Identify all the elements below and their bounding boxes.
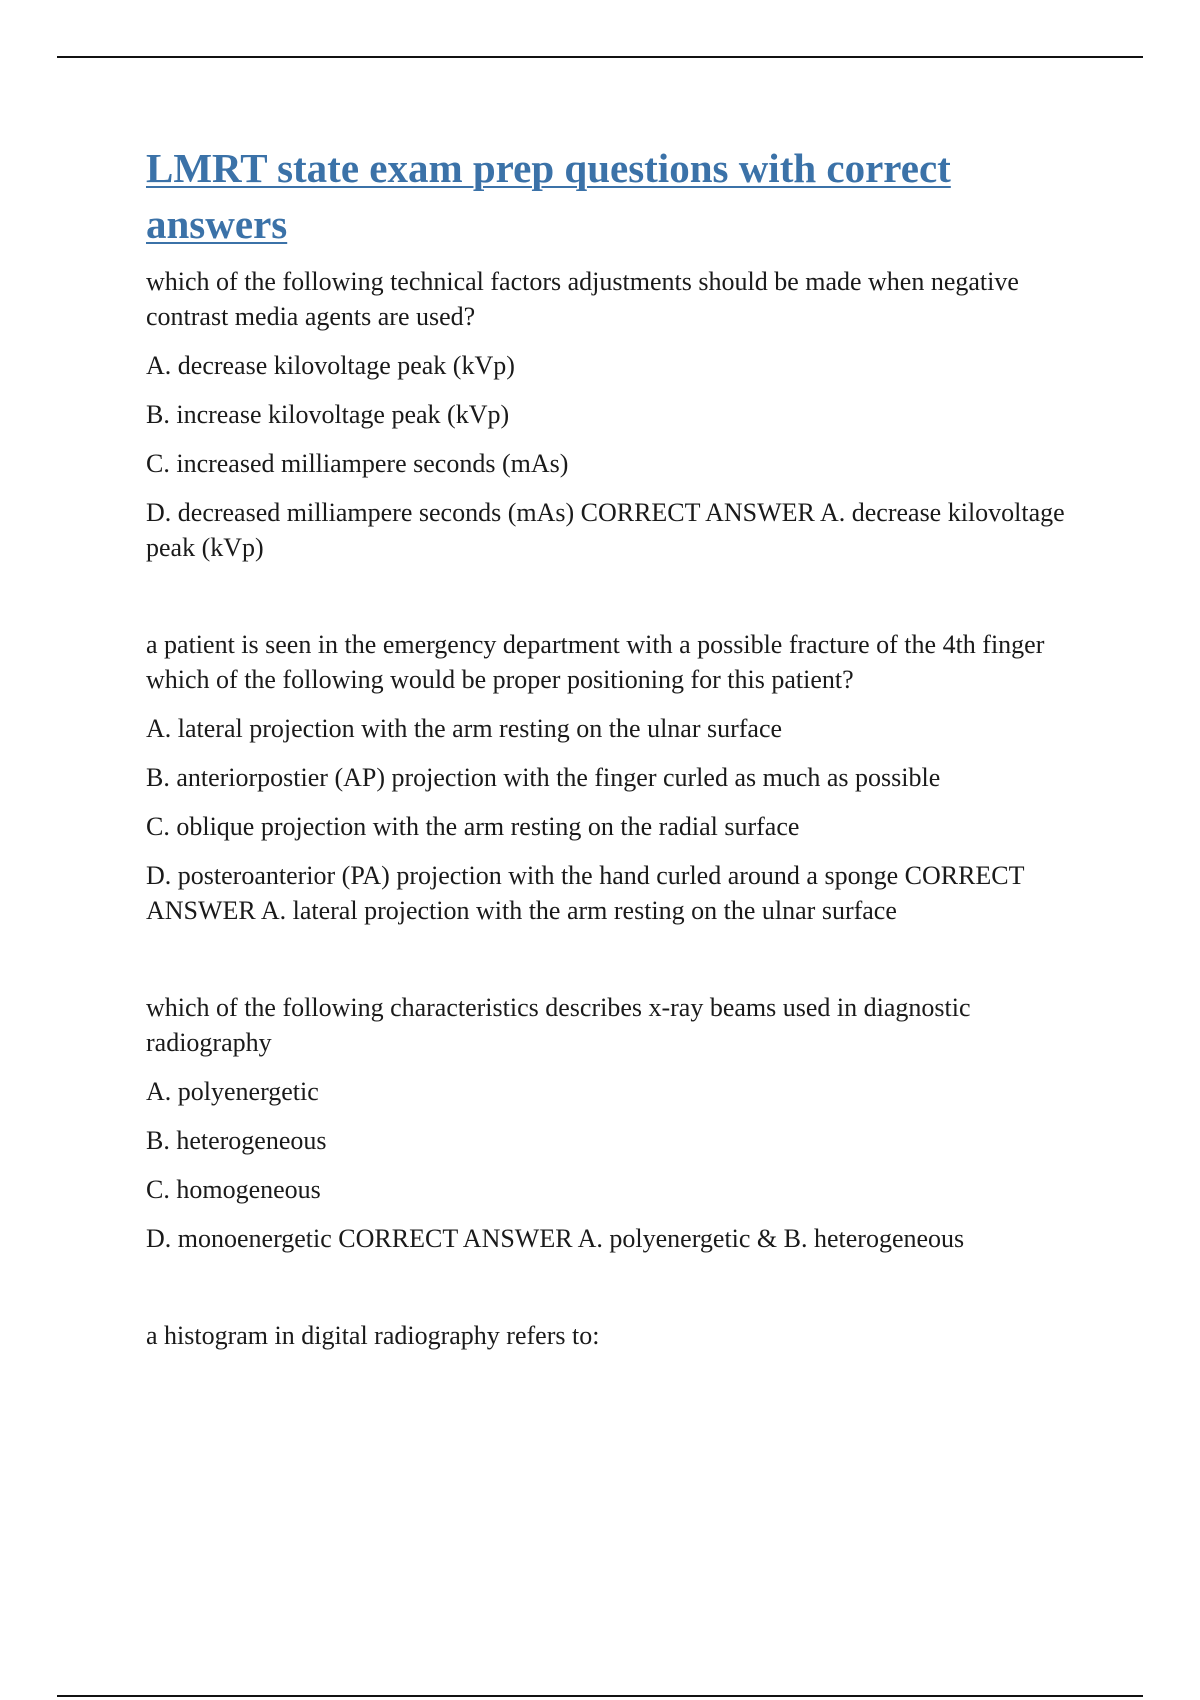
question-2-option-a: A. lateral projection with the arm resting on the ulnar surface <box>146 714 783 743</box>
bottom-horizontal-rule <box>57 1695 1143 1697</box>
question-block-1 <box>146 264 1076 565</box>
question-1-option-c: C. increased milliampere seconds (mAs) <box>146 449 569 478</box>
question-2-option-d: D. posteroanterior (PA) projection with the hand curled around a sponge CORRECT ANSWER A. lateral projection with the arm resting on the ulnar surface <box>146 861 1025 925</box>
question-3-option-b: B. heterogeneous <box>146 1126 327 1155</box>
question-1-option-b: B. increase kilovoltage peak (kVp) <box>146 400 510 429</box>
spacer <box>146 1256 1076 1318</box>
question-3-option-a: A. polyenergetic <box>146 1077 319 1106</box>
spacer <box>146 565 1076 627</box>
question-1-option-d: D. decreased milliampere seconds (mAs) CORRECT ANSWER A. decrease kilovoltage peak (kVp) <box>146 498 1065 562</box>
question-2-option-b: B. anteriorpostier (AP) projection with the finger curled as much as possible <box>146 763 941 792</box>
spacer <box>146 928 1076 990</box>
document-body <box>146 140 1076 1353</box>
question-3-option-c: C. homogeneous <box>146 1175 321 1204</box>
question-block-3 <box>146 990 1076 1256</box>
question-block-4 <box>146 1318 1076 1353</box>
question-1-text: which of the following technical factors adjustments should be made when negative contrast media agents are used? <box>146 267 1019 331</box>
question-4-text: a histogram in digital radiography refers to: <box>146 1321 600 1350</box>
document-title: LMRT state exam prep questions with correct answers <box>146 145 951 247</box>
question-2-option-c: C. oblique projection with the arm resting on the radial surface <box>146 812 800 841</box>
question-1-option-a: A. decrease kilovoltage peak (kVp) <box>146 351 515 380</box>
question-2-text: a patient is seen in the emergency department with a possible fracture of the 4th finger which of the following would be proper positioning for this patient? <box>146 630 1045 694</box>
question-3-option-d: D. monoenergetic CORRECT ANSWER A. polyenergetic & B. heterogeneous <box>146 1224 965 1253</box>
top-horizontal-rule <box>57 56 1143 58</box>
question-block-2 <box>146 627 1076 928</box>
question-3-text: which of the following characteristics describes x-ray beams used in diagnostic radiography <box>146 993 971 1057</box>
